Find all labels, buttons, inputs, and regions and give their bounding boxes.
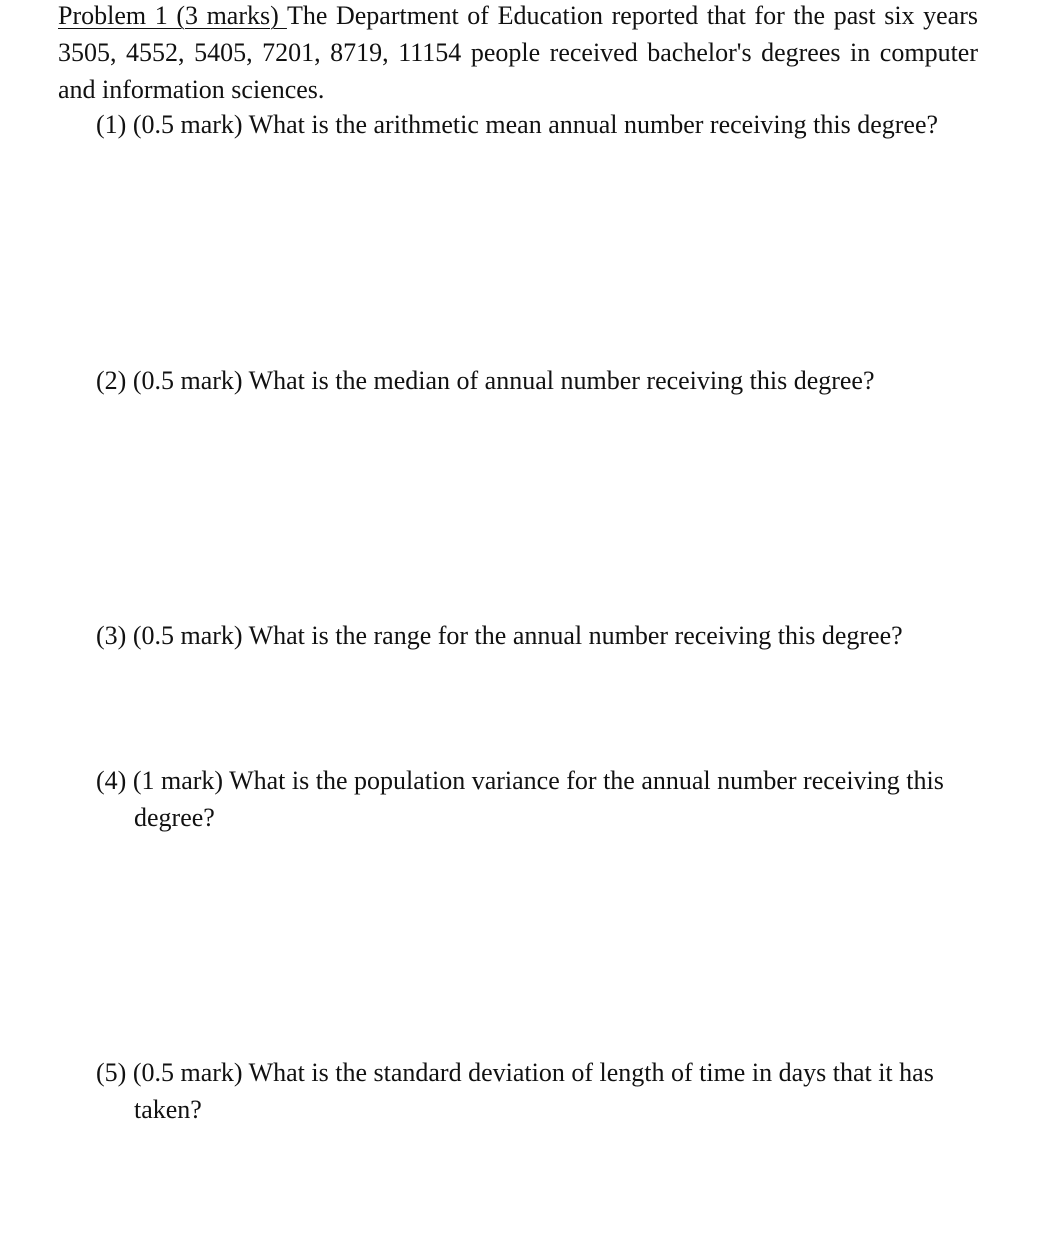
problem-text: The Department of Education reported that for the past six years 3505, 4552, 5405, 7201, 8719, 11154 people received bachelor's degrees in computer and information sciences.: [58, 1, 979, 104]
problem-statement: [58, 0, 978, 108]
problem-heading: Problem 1 (3 marks): [58, 1, 287, 30]
question-4: (4) (1 mark) What is the population variance for the annual number receiving this degree?: [96, 766, 944, 832]
question-5: (5) (0.5 mark) What is the standard deviation of length of time in days that it has taken?: [96, 1058, 934, 1124]
question-2: (2) (0.5 mark) What is the median of annual number receiving this degree?: [96, 366, 875, 395]
question-3: (3) (0.5 mark) What is the range for the annual number receiving this degree?: [96, 621, 903, 650]
question-1: (1) (0.5 mark) What is the arithmetic mean annual number receiving this degree?: [96, 110, 939, 139]
